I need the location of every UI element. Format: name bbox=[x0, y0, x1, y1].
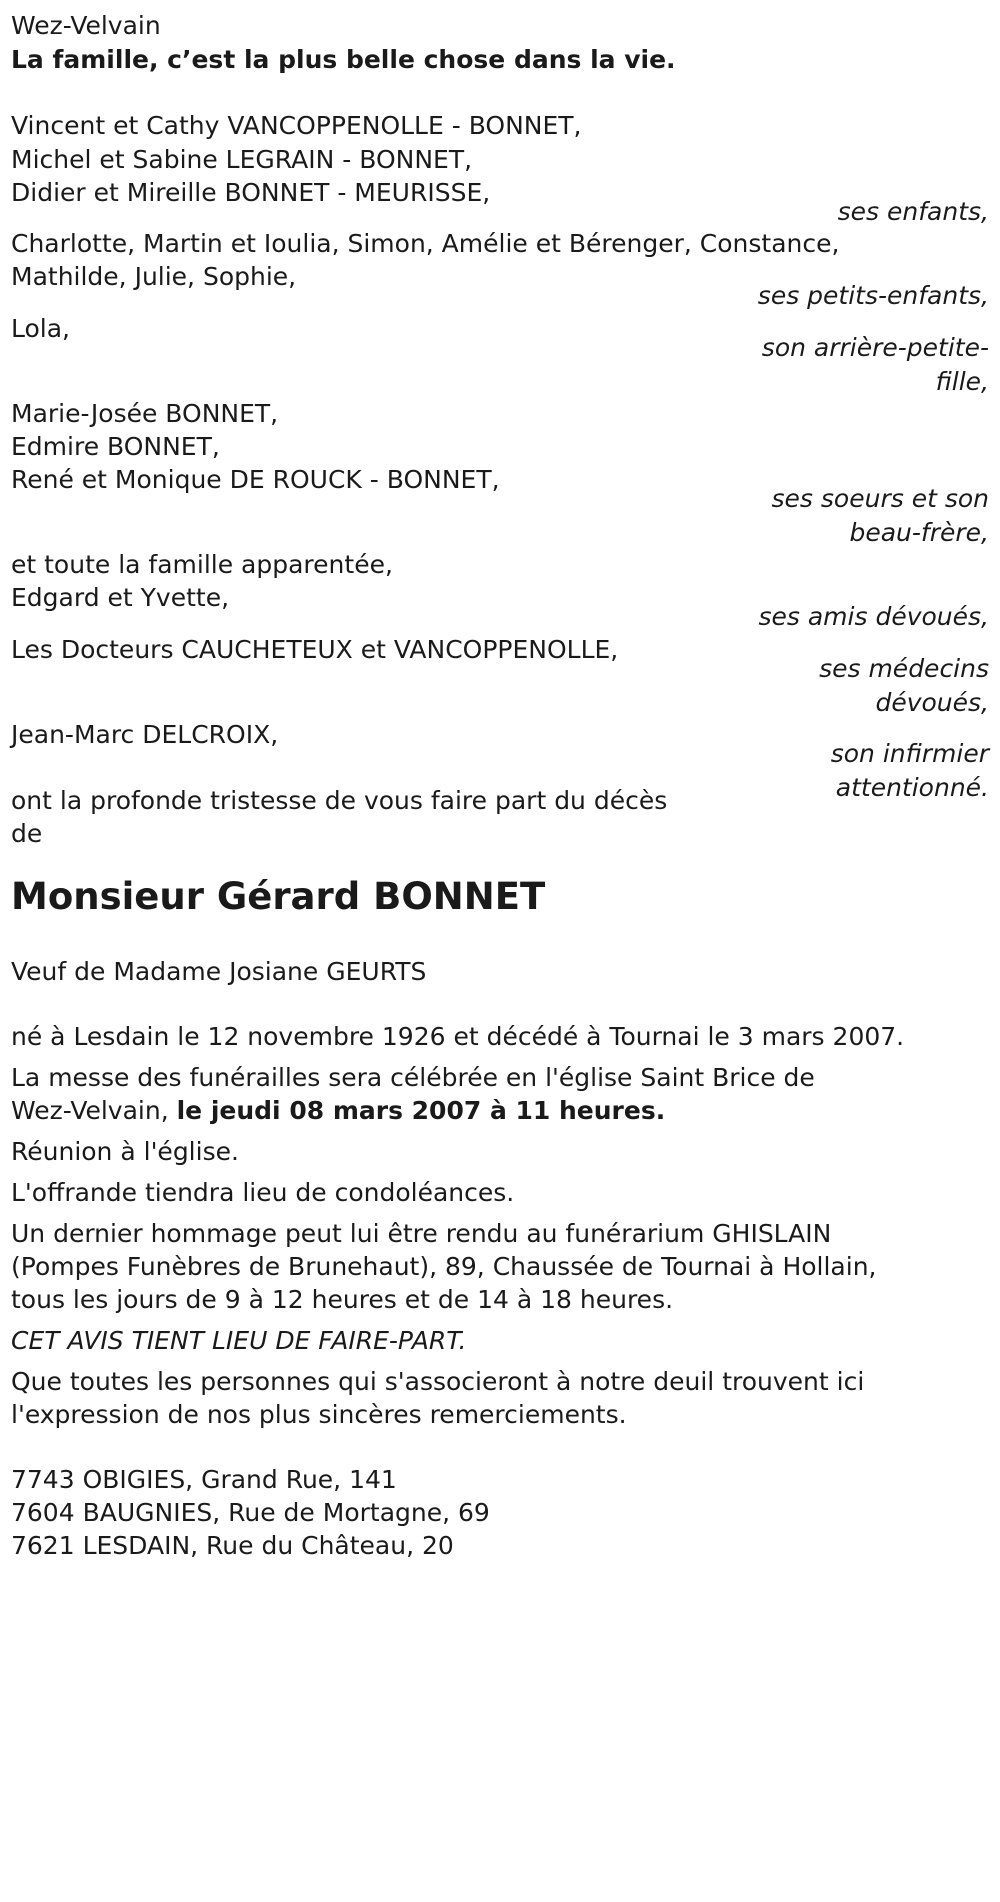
relation-label: ses enfants, bbox=[837, 197, 989, 226]
family-line: Marie-Josée BONNET, bbox=[11, 399, 279, 428]
relation-label: attentionné. bbox=[835, 773, 989, 802]
relation-label: ses petits-enfants, bbox=[757, 281, 989, 310]
family-line: et toute la famille apparentée, bbox=[11, 550, 393, 579]
relation-label: dévoués, bbox=[875, 688, 989, 717]
thanks-line: l'expression de nos plus sincères remerciements. bbox=[11, 1400, 627, 1429]
address-line: 7621 LESDAIN, Rue du Château, 20 bbox=[11, 1531, 454, 1560]
family-line: René et Monique DE ROUCK - BONNET, bbox=[11, 465, 500, 494]
widower-line: Veuf de Madame Josiane GEURTS bbox=[11, 957, 427, 986]
notice-line: CET AVIS TIENT LIEU DE FAIRE-PART. bbox=[11, 1326, 467, 1355]
mass-date: le jeudi 08 mars 2007 à 11 heures. bbox=[176, 1096, 666, 1125]
address-line: 7743 OBIGIES, Grand Rue, 141 bbox=[11, 1465, 397, 1494]
thanks-line: Que toutes les personnes qui s'associeront à notre deuil trouvent ici bbox=[11, 1367, 865, 1396]
meeting-line: Réunion à l'église. bbox=[11, 1137, 239, 1166]
deceased-name: Monsieur Gérard BONNET bbox=[11, 875, 546, 918]
family-line: Mathilde, Julie, Sophie, bbox=[11, 262, 297, 291]
family-line: Michel et Sabine LEGRAIN - BONNET, bbox=[11, 145, 473, 174]
relation-label: beau-frère, bbox=[849, 518, 989, 547]
mass-place: Wez-Velvain, bbox=[11, 1096, 177, 1125]
announcement-line: de bbox=[11, 819, 43, 848]
family-line: Edmire BONNET, bbox=[11, 432, 220, 461]
family-line: Charlotte, Martin et Ioulia, Simon, Amélie et Bérenger, Constance, bbox=[11, 229, 840, 258]
relation-label: ses amis dévoués, bbox=[758, 602, 989, 631]
family-line: Jean-Marc DELCROIX, bbox=[11, 720, 279, 749]
relation-label: ses médecins bbox=[819, 654, 989, 683]
address-line: 7604 BAUGNIES, Rue de Mortagne, 69 bbox=[11, 1498, 490, 1527]
offering-line: L'offrande tiendra lieu de condoléances. bbox=[11, 1178, 515, 1207]
motto-line: La famille, c’est la plus belle chose dans la vie. bbox=[11, 45, 676, 74]
mass-line bbox=[11, 1091, 665, 1131]
family-line: Les Docteurs CAUCHETEUX et VANCOPPENOLLE, bbox=[11, 635, 619, 664]
tribute-line: (Pompes Funèbres de Brunehaut), 89, Chaussée de Tournai à Hollain, bbox=[11, 1252, 877, 1281]
birth-death-line: né à Lesdain le 12 novembre 1926 et décédé à Tournai le 3 mars 2007. bbox=[11, 1022, 905, 1051]
relation-label: son infirmier bbox=[830, 739, 989, 768]
family-line: Didier et Mireille BONNET - MEURISSE, bbox=[11, 178, 491, 207]
family-line: Lola, bbox=[11, 314, 70, 343]
tribute-line: Un dernier hommage peut lui être rendu au funérarium GHISLAIN bbox=[11, 1219, 832, 1248]
relation-label: son arrière-petite- bbox=[761, 333, 989, 362]
relation-label: ses soeurs et son bbox=[771, 484, 989, 513]
place-line: Wez-Velvain bbox=[11, 11, 161, 40]
mass-line: La messe des funérailles sera célébrée en l'église Saint Brice de bbox=[11, 1063, 815, 1092]
announcement-line: ont la profonde tristesse de vous faire part du décès bbox=[11, 786, 668, 815]
family-line: Edgard et Yvette, bbox=[11, 583, 230, 612]
tribute-line: tous les jours de 9 à 12 heures et de 14 à 18 heures. bbox=[11, 1285, 674, 1314]
relation-label: fille, bbox=[935, 367, 989, 396]
family-line: Vincent et Cathy VANCOPPENOLLE - BONNET, bbox=[11, 111, 582, 140]
